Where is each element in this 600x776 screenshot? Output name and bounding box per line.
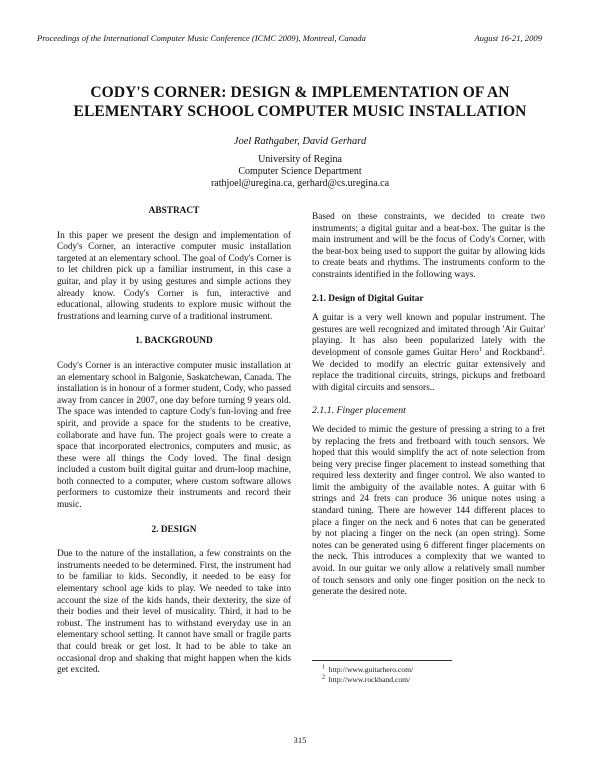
finger-text: We decided to mimic the gesture of pressing a string to a fret by replacing the frets and fretboard with touch sensors. We hoped that this would simplify the act of note selection from being very precise finger placement to instead something that required less dexterity and finger control. We also wanted to limit the ambiguity of the available notes. A guitar with 6 strings and 24 frets can produce 36 unique notes using a standard tuning. There are however 144 different places to place a finger on the neck and 6 notes that can be generated by not placing a finger on the neck (an open string). Some notes can be generated using 6 different finger placements on the neck. This introduces a complexity that we wanted to avoid. In our guitar we only allow a relatively small number of touch sensors and only one finger position on the neck to generate the desired note. <box>312 424 545 598</box>
guitar-text-a: A guitar is a very well known and popular instrument. The gestures are well recognized and imitated through 'Air Guitar' playing. It has also been popularized lately with the development of console games Guitar Hero <box>312 313 545 358</box>
abstract-heading: ABSTRACT <box>148 206 200 216</box>
page-number: 315 <box>293 735 307 745</box>
footnote-2-num: 2 <box>322 674 325 681</box>
affiliation <box>0 154 600 190</box>
title-line-2: ELEMENTARY SCHOOL COMPUTER MUSIC INSTALLATION <box>73 103 527 120</box>
affiliation-department: Computer Science Department <box>238 166 362 177</box>
guitar-heading: 2.1. Design of Digital Guitar <box>312 293 424 304</box>
finger-heading: 2.1.1. Finger placement <box>312 405 406 417</box>
running-header <box>37 33 542 43</box>
design-text-continued: Based on these constraints, we decided to create two instruments; a digital guitar and a beat-box. The guitar is the main instrument and will be the focus of Cody's Corner, with the beat-box being used to support the guitar by allowing kids to create beats and rhythms. The instruments conform to the constraints identified in the following ways. <box>312 212 545 280</box>
footnote-ref-2: 2 <box>539 346 543 353</box>
footnote-2 <box>322 675 410 684</box>
guitar-text <box>312 313 545 394</box>
right-column <box>312 212 545 599</box>
paper-title <box>0 83 600 121</box>
background-heading: 1. BACKGROUND <box>135 336 213 347</box>
abstract-text: In this paper we present the design and implementation of Cody's Corner, an interactive computer music installation targeted at an elementary school. The goal of Cody's Corner is to let children pick up a familiar instrument, in this case a guitar, and play it by using gestures and simple actions they already know. Cody's Corner is fun, interactive and educational, allowing students to explore music without the frustrations and learning curve of a traditional instrument. <box>57 230 291 322</box>
affiliation-emails: rathjoel@uregina.ca, gerhard@cs.uregina.ca <box>210 178 390 189</box>
background-text: Cody's Corner is an interactive computer music installation at an elementary school in Balgonie, Saskatchewan, Canada. The installation is in honour of a former student, Cody, who passed away from cancer in 2007, one day before turning 9 years old. The space was intended to capture Cody's fun-loving and free spirit, and provide a space for the students to be creative, collaborate and have fun. The project goals were to create a space that incorporated electronics, computers and music, as these were all things the Cody loved. The final design included a custom built digital guitar and drum-loop machine, both connected to a computer, where custom software allows performers to customize their instruments and record their music. <box>57 360 291 511</box>
header-right: August 16-21, 2009 <box>474 33 542 43</box>
affiliation-university: University of Regina <box>258 154 342 165</box>
guitar-text-c: . We decided to modify an electric guitar extensively and replace the traditional circuits, strings, pickups and fretboard with digital circuits and sensors.. <box>312 347 545 393</box>
authors: Joel Rathgaber, David Gerhard <box>233 136 367 147</box>
design-text: Due to the nature of the installation, a few constraints on the instruments needed to be determined. First, the instrument had to be familiar to kids. Secondly, it needed to be easy for elementary school age kids to play. We needed to take into account the size of the kids hands, their dexterity, the size of their bodies and their level of musicality. Third, it had to be robust. The instrument has to withstand everyday use in an elementary school setting. It cannot have small or fragile parts that could break or get lost. It had to be able to take an occasional drop and shaking that might happen when the kids get excited. <box>57 549 291 676</box>
footnote-1-text: http://www.guitarhero.com/ <box>328 665 414 674</box>
footnote-1 <box>322 665 413 674</box>
header-left: Proceedings of the International Computer Music Conference (ICMC 2009), Montreal, Canada <box>37 33 366 43</box>
left-column <box>57 206 291 677</box>
footnote-ref-1: 1 <box>478 346 482 353</box>
footnote-2-text: http://www.rockband.com/ <box>328 675 411 684</box>
title-line-1: CODY'S CORNER: DESIGN & IMPLEMENTATION OF AN <box>90 84 510 101</box>
footnote-1-num: 1 <box>322 664 325 671</box>
footnote-rule <box>312 660 452 661</box>
design-heading: 2. DESIGN <box>151 524 197 535</box>
guitar-text-b: and Rockband <box>481 347 540 358</box>
